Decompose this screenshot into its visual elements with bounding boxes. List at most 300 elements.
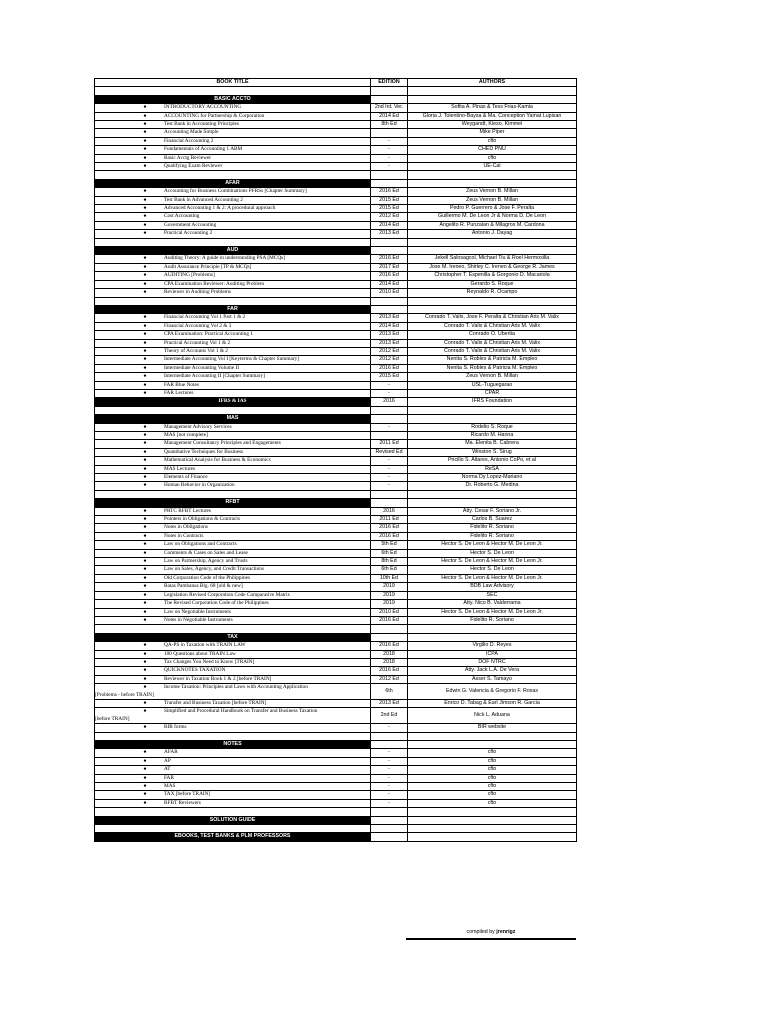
book-edition: 2013 Ed [371,339,408,347]
book-title: FAR [164,774,174,781]
section-blank-cell [408,247,577,255]
bullet-icon: ● [143,289,147,296]
book-row [95,448,577,456]
book-row [95,423,577,431]
bullet-icon: ● [143,331,147,338]
book-title: Law on Partnership, Agency and Trusts [164,558,248,565]
book-row [95,608,577,616]
spacer-cell [408,171,577,179]
book-edition: 2010 Ed [371,289,408,297]
book-edition: - [371,791,408,799]
book-row [95,440,577,448]
section-blank-cell [371,740,408,748]
book-title: AUDITING [Problems] [164,272,215,279]
book-title: MAS [164,783,176,789]
bullet-icon: ● [143,356,147,363]
book-authors: Atty. Jack L.A. De Vera [408,667,577,675]
book-authors: Nenita S. Robles & Patricia M. Empleo [408,356,577,364]
book-title: CPA Examination: Practical Accounting 1 [164,331,253,338]
bullet-icon: ● [143,188,147,195]
section-header-ebooks [95,833,577,841]
bullet-icon: ● [143,675,147,682]
spacer-cell [408,297,577,305]
book-title-cell [95,684,371,700]
book-authors: Norma Dy Lopez-Mariano [408,474,577,482]
book-title: Law on Obligations and Contracts [164,541,237,548]
section-blank-cell [408,816,577,824]
book-authors: DOF NTRC [408,658,577,666]
book-authors: Atty. Nico B. Valderrama [408,600,577,608]
bullet-icon: ● [143,774,147,781]
book-title: Legislation Revised Corporation Code Comparative Matrix [164,591,291,598]
book-title: Government Accounting [164,221,217,228]
bullet-icon: ● [143,364,147,371]
book-authors: Ricardo M. Hanna [408,431,577,439]
section-blank-cell [371,633,408,641]
bullet-icon: ● [143,482,147,489]
book-row [95,642,577,650]
book-row [95,791,577,799]
book-title: 100 Questions about TRAIN Law [164,650,236,657]
section-header-basic_accto [95,95,577,103]
book-edition: 2016 Ed [371,255,408,263]
spacer-row [95,732,577,740]
book-authors: Guillermo M. De Leon Jr & Norma D. De Leon [408,213,577,221]
book-edition: 2019 [371,583,408,591]
book-title: Financial Accounting 2 [164,137,214,144]
book-row [95,516,577,524]
book-title: Law on Sales, Agency, and Credit Transactions [164,566,264,573]
table-header-row [95,79,577,87]
book-edition: 2014 Ed [371,322,408,330]
book-authors: Hector S. De Leon [408,566,577,574]
book-row [95,356,577,364]
bullet-icon: ● [143,724,147,731]
book-row [95,658,577,666]
book-edition: - [371,474,408,482]
section-blank-cell [371,499,408,507]
book-edition: 2011 Ed [371,516,408,524]
book-title-cell [95,230,371,238]
book-title: Auditing Theory: A guide in understanding PSA [MCQs] [164,255,285,262]
book-authors: Jekell Salosagcol, Michael Tiu & Roel Hermosilla [408,255,577,263]
bullet-icon: ● [143,699,147,706]
book-authors: cfto [408,766,577,774]
book-title-cell [95,356,371,364]
bullet-icon: ● [143,667,147,674]
spacer-cell [371,490,408,498]
book-row [95,600,577,608]
book-title-cell [95,574,371,582]
book-authors: Nick L. Aduana [408,708,577,724]
spacer-row [95,490,577,498]
book-authors: Pricillo S. Altares, Antonio CoPo, et al [408,457,577,465]
book-row [95,532,577,540]
bullet-icon: ● [143,532,147,539]
book-authors: Nenita S. Robles & Patricia M. Empleo [408,364,577,372]
book-title-cell [95,272,371,280]
book-edition: 2016 Ed [371,642,408,650]
book-title: Theory of Accounts Vol 1 & 2 [164,347,228,354]
section-blank-cell [408,740,577,748]
bullet-icon: ● [143,457,147,464]
bullet-icon: ● [143,507,147,514]
book-title: Old Corporation Code of the Philippines [164,574,251,581]
book-edition: 2015 Ed [371,205,408,213]
book-title-cell [95,616,371,624]
spacer-row [95,625,577,633]
book-row [95,154,577,162]
book-authors: Enrico D. Tabag & Earl Jimson R. Garcia [408,699,577,707]
book-title-cell [95,137,371,145]
bullet-icon: ● [143,112,147,119]
book-title-cell [95,608,371,616]
book-title: Simplified and Procedural Handbook on Transfer and Business Taxation [164,708,318,715]
section-header-far [95,305,577,313]
book-title-cell [95,774,371,782]
book-authors: Angelito R. Punzalan & Milagros M. Cardona [408,221,577,229]
spacer-cell [95,825,371,833]
section-blank-cell [408,305,577,313]
bullet-icon: ● [143,516,147,523]
book-row [95,667,577,675]
book-title: FAR Lectures [164,389,194,396]
book-title: Reviewer in Auditing Problems [164,289,231,296]
bullet-icon: ● [143,541,147,548]
bullet-icon: ● [143,154,147,161]
book-edition: 2016 [371,507,408,515]
book-edition: 2016 Ed [371,667,408,675]
credit-prefix: compiled by [466,929,495,935]
book-row [95,255,577,263]
book-title-cell [95,457,371,465]
book-title-cell [95,112,371,120]
book-edition: 2013 Ed [371,331,408,339]
bullet-icon: ● [143,791,147,798]
bullet-icon: ● [143,608,147,615]
book-authors: Mike Piper [408,129,577,137]
book-authors: CHED PNU [408,146,577,154]
book-title-cell [95,121,371,129]
bullet-icon: ● [143,280,147,287]
section-blank-cell [371,833,408,841]
book-title: Reviewer in Taxation Book 1 & 2 [before TRAIN] [164,675,272,682]
spacer-cell [408,825,577,833]
book-edition: - [371,774,408,782]
spacer-row [95,406,577,414]
section-blank-cell [371,816,408,824]
section-authors-ifrs: IFRS Foundation [408,398,577,406]
section-header-tax [95,633,577,641]
book-authors: CPAR [408,389,577,397]
section-blank-cell [371,247,408,255]
book-title-continued: [before TRAIN] [95,715,130,722]
book-title: Financial Accounting Vol 2 & 3 [164,322,232,329]
book-title: Human Behavior in Organization [164,482,235,489]
spacer-cell [95,625,371,633]
book-authors: Hector S. De Leon [408,549,577,557]
book-title-cell [95,667,371,675]
spacer-cell [408,238,577,246]
book-edition: 2016 Ed [371,272,408,280]
book-title-cell [95,524,371,532]
book-row [95,591,577,599]
book-edition: 2018 [371,658,408,666]
book-row [95,339,577,347]
book-title-cell [95,347,371,355]
book-row [95,757,577,765]
section-title-afar: AFAR [95,179,371,187]
spacer-cell [95,490,371,498]
book-authors: Ma. Elenita B. Cabrera [408,440,577,448]
book-title: Quantitative Techniques for Business [164,448,244,455]
book-edition: - [371,154,408,162]
book-title-cell [95,263,371,271]
book-title-cell [95,507,371,515]
book-row [95,749,577,757]
book-title-cell [95,213,371,221]
book-list-sheet [94,78,576,842]
book-title-cell [95,583,371,591]
spacer-row [95,171,577,179]
book-title-cell [95,331,371,339]
book-authors: Conrado O. Ubertia [408,331,577,339]
bullet-icon: ● [143,137,147,144]
book-title: Cost Accounting [164,213,200,220]
book-edition: - [371,137,408,145]
book-authors: Atty. Cesar F. Soriano Jr. [408,507,577,515]
book-title: Practical Accounting Vol 1 & 2 [164,339,231,346]
book-title-cell [95,566,371,574]
bullet-icon: ● [143,783,147,789]
book-row [95,389,577,397]
section-header-ifrs [95,398,577,406]
book-list-table [94,78,577,842]
book-authors: Gloria J. Tolentino-Baysa & Ma. Conception Yamat Lupisan [408,112,577,120]
book-title: Notes in Negotiable Instruments [164,616,233,623]
section-blank-cell [408,179,577,187]
book-title: Income Taxation: Principles and Laws with Accounting Application [164,684,308,691]
book-title: Batas Pambansa Blg. 68 [old & new] [164,583,243,590]
book-row [95,289,577,297]
book-authors: BIR website [408,724,577,732]
book-edition: - [371,757,408,765]
spacer-cell [408,87,577,95]
book-authors: Hector S. De Leon & Hector M. De Leon Jr. [408,608,577,616]
book-title: Practical Accounting 2 [164,230,213,237]
book-edition: - [371,749,408,757]
book-authors: Jose M. Ireneo, Shirley C. Ireneo & George R. James [408,263,577,271]
book-title-cell [95,658,371,666]
book-row [95,482,577,490]
book-title-cell [95,549,371,557]
book-authors: Winston S. Sirug [408,448,577,456]
book-title: TAX [before TRAIN] [164,791,211,798]
book-authors: ICPA [408,650,577,658]
book-authors: cfto [408,783,577,791]
book-edition: 2012 Ed [371,675,408,683]
book-authors: Zeus Vernon B. Millan [408,196,577,204]
bullet-icon: ● [143,524,147,531]
bullet-icon: ● [143,272,147,279]
bullet-icon: ● [143,583,147,590]
header-authors: AUTHORS [408,79,577,87]
book-edition: 8th Ed [371,121,408,129]
bullet-icon: ● [143,196,147,203]
spacer-row [95,238,577,246]
bullet-icon: ● [143,757,147,764]
book-title: Accounting for Business Combinations PFRSs [Chapter Summary] [164,188,307,195]
book-title: Test Bank in Accounting Principles [164,121,239,128]
book-row [95,431,577,439]
book-title-cell [95,163,371,171]
book-authors: Hector S. De Leon & Hector M. De Leon Jr. [408,541,577,549]
book-title-cell [95,799,371,807]
book-title: Advanced Accounting 1 & 2: A procedural approach [164,205,276,212]
header-book-title: BOOK TITLE [95,79,371,87]
book-edition: 5th Ed [371,541,408,549]
bullet-icon: ● [143,205,147,212]
book-title-cell [95,104,371,112]
bullet-icon: ● [143,650,147,657]
book-row [95,104,577,112]
book-authors: Conrado T. Valix & Christian Aris M. Valix [408,322,577,330]
book-title-cell [95,642,371,650]
book-authors: BDB Law Advisory [408,583,577,591]
book-title: FAR Blue Notes [164,381,199,388]
book-title: Intermediate Accounting II [Chapter Summary] [164,373,265,380]
section-title-tax: TAX [95,633,371,641]
book-row [95,558,577,566]
section-header-rfbt [95,499,577,507]
book-edition: 2014 Ed [371,221,408,229]
book-title: Management Advisory Services [164,423,232,430]
credit-underline [406,938,576,940]
section-header-aud [95,247,577,255]
book-row [95,774,577,782]
book-authors: Fidelito R. Soriano [408,524,577,532]
book-authors: Conrado T. Valix & Christian Aris M. Valix [408,339,577,347]
bullet-icon: ● [143,339,147,346]
book-row [95,616,577,624]
book-title: Financial Accounting Vol 1 Part 1 & 2 [164,314,246,321]
book-authors: Reynaldo R. Ocampo [408,289,577,297]
bullet-icon: ● [143,708,147,715]
book-title-cell [95,675,371,683]
book-edition: 10th Ed [371,574,408,582]
book-title: Notes in Contracts [164,532,204,539]
section-blank-cell [408,633,577,641]
book-title: MAS [not complete] [164,431,208,438]
section-blank-cell [371,415,408,423]
book-edition: 2012 Ed [371,213,408,221]
book-row [95,121,577,129]
bullet-icon: ● [143,799,147,806]
spacer-cell [371,825,408,833]
book-title: Management Consultancy Principles and Engagements [164,440,281,447]
spacer-cell [95,808,371,816]
spacer-cell [95,297,371,305]
section-blank-cell [408,415,577,423]
book-title: RFBT Reviewers [164,799,201,806]
book-title-cell [95,749,371,757]
book-edition: 6th Ed [371,549,408,557]
book-title: BIR forms [164,724,187,731]
bullet-icon: ● [143,558,147,565]
book-row [95,684,577,700]
book-edition: - [371,381,408,389]
book-title: Pointers in Obligations & Contracts [164,516,240,523]
book-edition: 2012 Ed [371,356,408,364]
section-title-mas: MAS [95,415,371,423]
bullet-icon: ● [143,574,147,581]
book-title-cell [95,364,371,372]
book-authors: cfto [408,749,577,757]
book-title: ACCOUNTING for Partnership & Corporation [164,112,265,119]
spacer-cell [371,625,408,633]
book-title-cell [95,591,371,599]
book-edition: - [371,724,408,732]
bullet-icon: ● [143,213,147,220]
book-title-cell [95,724,371,732]
section-title-rfbt: RFBT [95,499,371,507]
bullet-icon: ● [143,658,147,665]
spacer-cell [371,238,408,246]
spacer-cell [371,297,408,305]
book-row [95,272,577,280]
bullet-icon: ● [143,255,147,262]
book-edition: 2012 Ed [371,347,408,355]
book-title-cell [95,708,371,724]
section-blank-cell [371,305,408,313]
book-title-cell [95,221,371,229]
book-edition: Revised Ed [371,448,408,456]
book-title-cell [95,129,371,137]
book-authors: Pedro P. Guerrero & Jose F. Peralta [408,205,577,213]
bullet-icon: ● [143,163,147,170]
book-row [95,474,577,482]
book-row [95,280,577,288]
book-authors: Hector S. De Leon & Hector M. De Leon Jr. [408,558,577,566]
book-edition: 2015 Ed [371,196,408,204]
section-header-mas [95,415,577,423]
book-edition: 2011 Ed [371,440,408,448]
book-row [95,549,577,557]
book-edition: 8th Ed [371,558,408,566]
book-edition: 2nd Int. Ver. [371,104,408,112]
book-row [95,196,577,204]
book-row [95,708,577,724]
section-blank-cell [371,95,408,103]
book-row [95,766,577,774]
book-authors: Antonio J. Dayag [408,230,577,238]
book-edition: 2013 Ed [371,230,408,238]
book-title: AT [164,766,171,773]
book-authors: Zeus Vernon B. Millan [408,373,577,381]
book-authors: cfto [408,154,577,162]
book-row [95,799,577,807]
book-edition: 2010 Ed [371,608,408,616]
book-title: Transfer and Business Taxation [before TRAIN] [164,699,267,706]
section-title-ifrs: IFRS & IAS [95,398,371,406]
book-title-cell [95,448,371,456]
book-title: AP [164,757,171,764]
spacer-cell [408,406,577,414]
spacer-cell [95,238,371,246]
book-title: Notes in Obligations [164,524,208,531]
book-row [95,507,577,515]
section-blank-cell [371,179,408,187]
